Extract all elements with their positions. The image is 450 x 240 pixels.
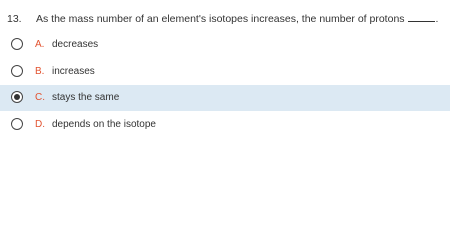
question [0, 12, 450, 28]
option-text: depends on the isotope [52, 119, 156, 130]
option-letter: D. [35, 119, 45, 130]
option-c[interactable] [0, 85, 450, 111]
option-text: increases [52, 66, 95, 77]
radio-button-icon[interactable] [11, 65, 23, 77]
option-b[interactable] [0, 59, 450, 85]
option-text: stays the same [52, 92, 120, 103]
radio-button-icon[interactable] [11, 118, 23, 130]
question-number: 13. [7, 13, 22, 25]
question-text: As the mass number of an element's isotopes increases, the number of protons [36, 13, 405, 25]
question-end-punctuation: . [435, 13, 439, 25]
radio-button-icon[interactable] [11, 38, 23, 50]
option-d[interactable] [0, 112, 450, 138]
option-letter: C. [35, 92, 45, 103]
question-text-container [36, 12, 438, 26]
option-letter: A. [35, 39, 45, 50]
answer-blank [408, 12, 435, 22]
radio-button-checked-icon[interactable] [11, 91, 23, 103]
option-a[interactable] [0, 32, 450, 58]
option-text: decreases [52, 39, 99, 50]
option-letter: B. [35, 66, 45, 77]
